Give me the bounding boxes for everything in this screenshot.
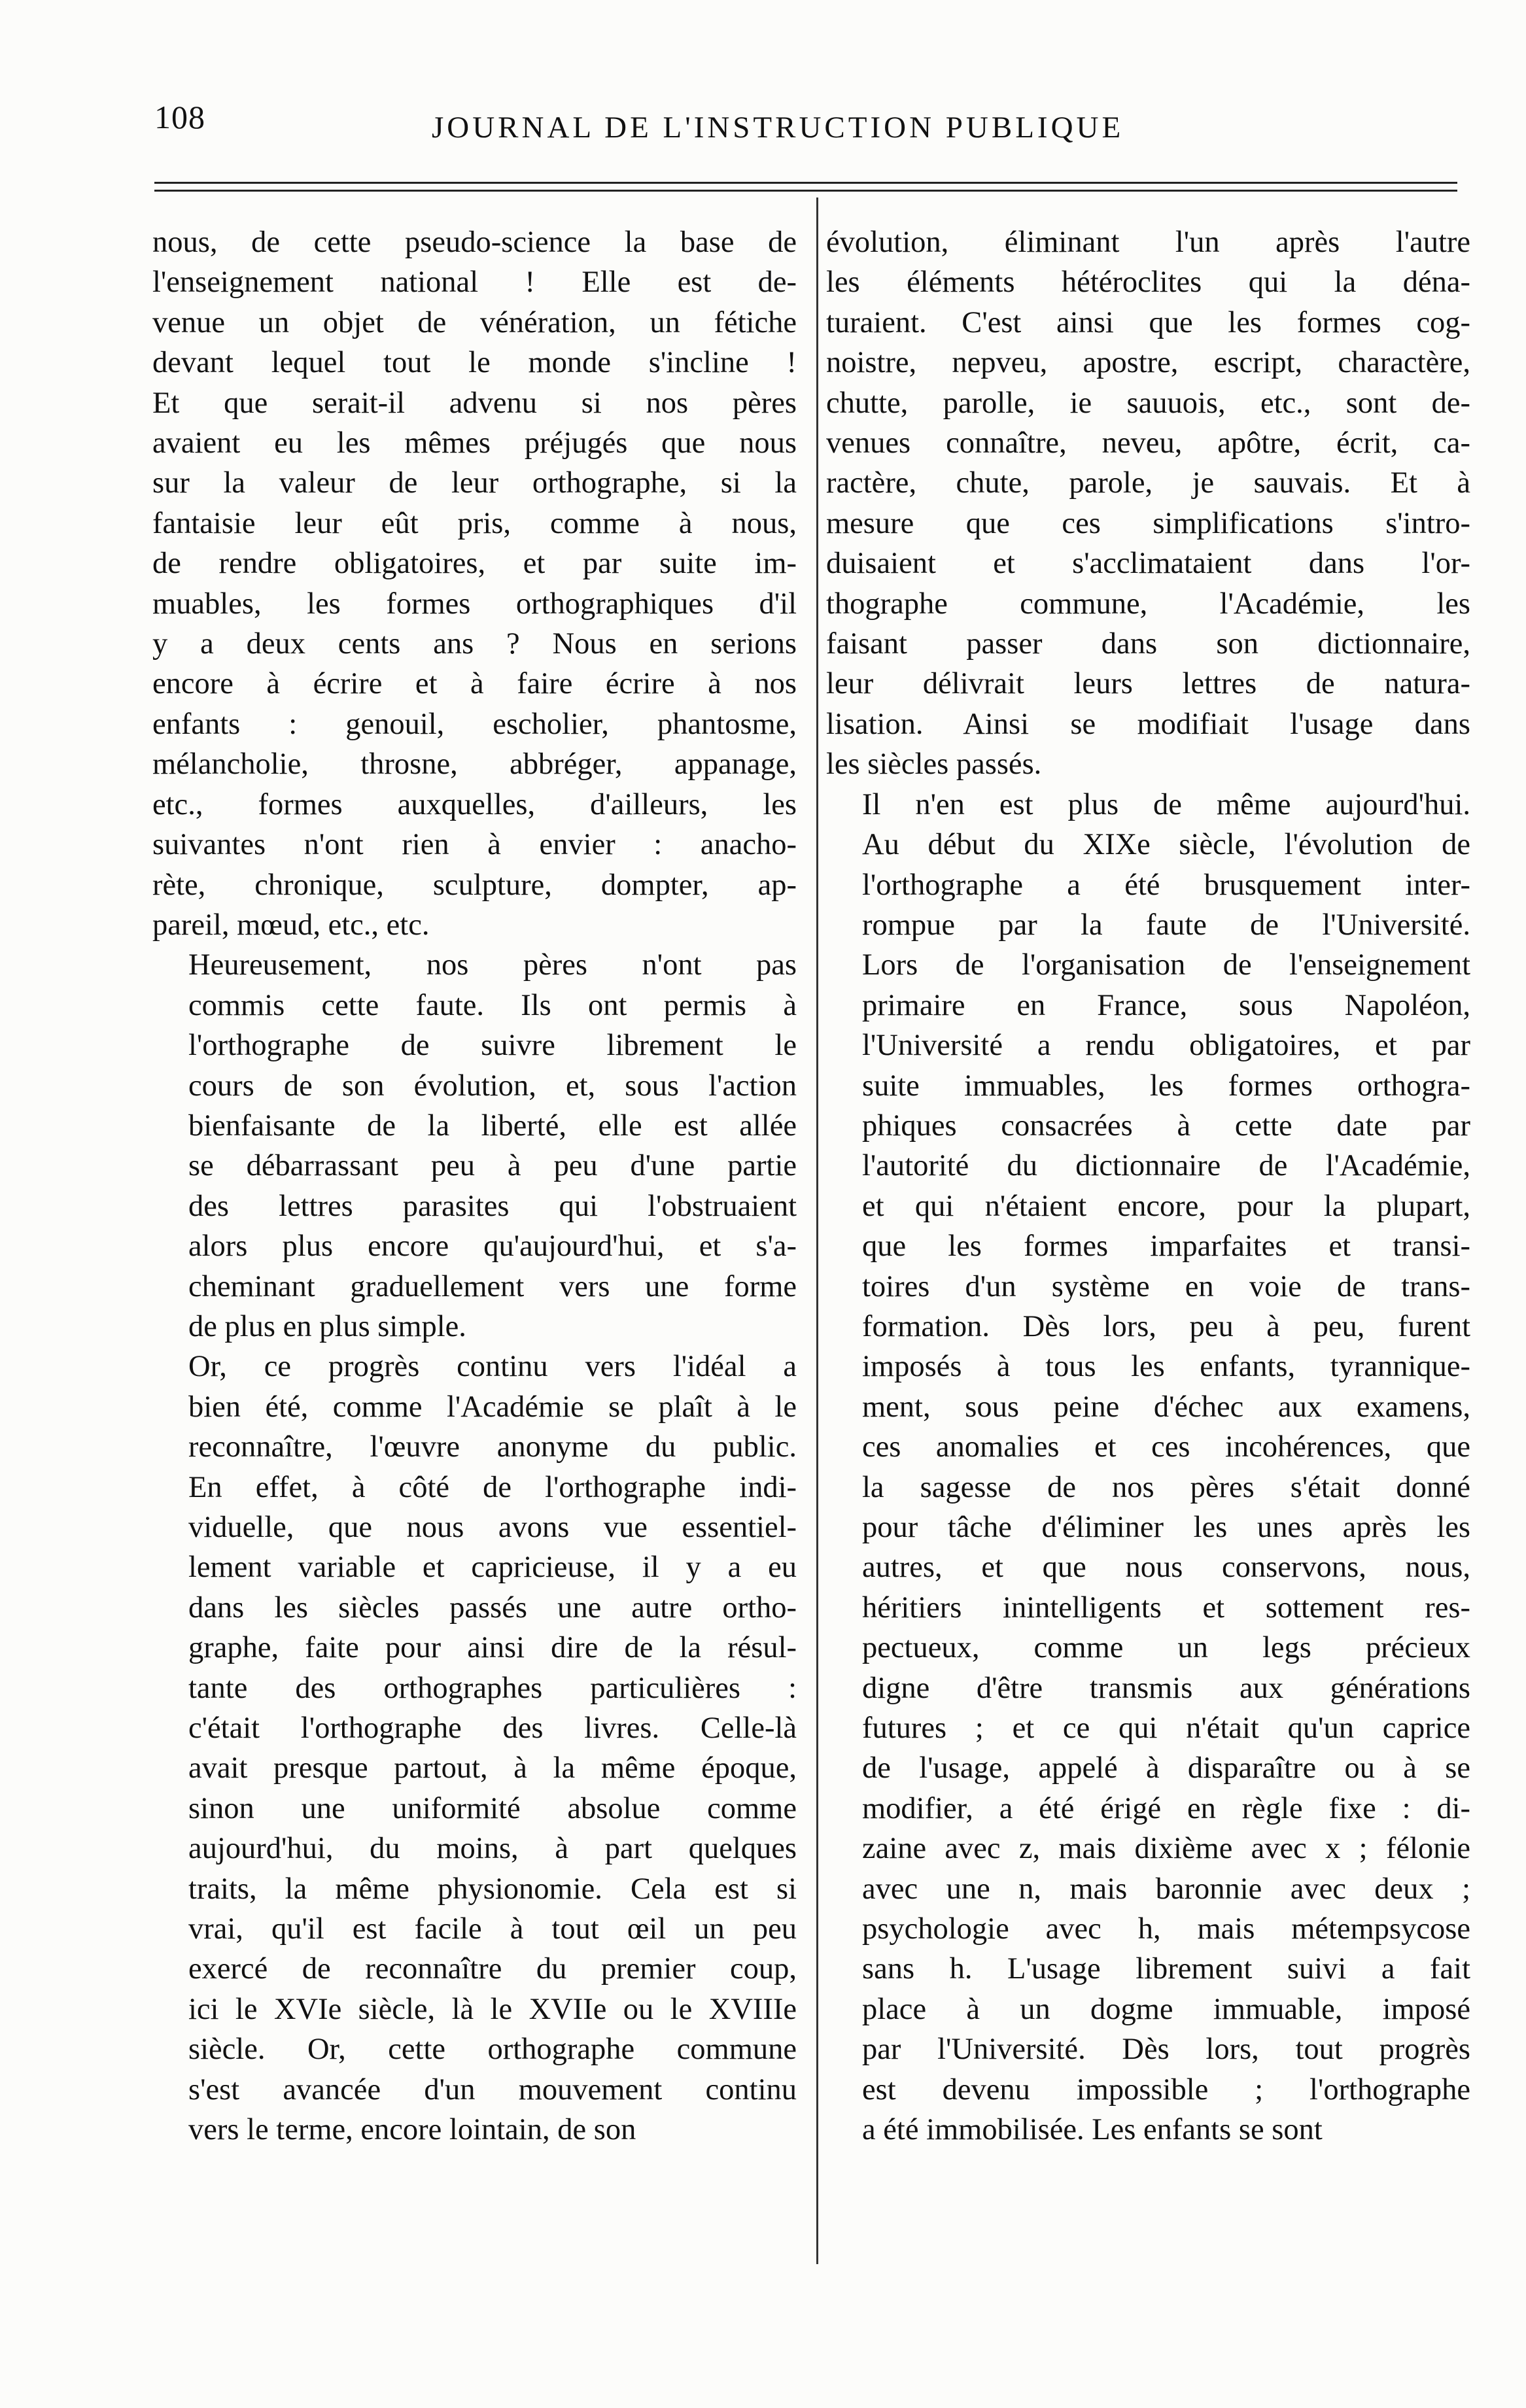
- text-line: Au début du XIXe siècle, l'évolution de: [862, 828, 1470, 862]
- text-line: cours de son évolution, et, sous l'action: [188, 1069, 797, 1103]
- text-line: la sagesse de nos pères s'était donné: [862, 1470, 1470, 1504]
- text-line: En effet, à côté de l'orthographe indi-: [188, 1470, 797, 1504]
- text-line: phiques consacrées à cette date par: [862, 1109, 1470, 1143]
- text-line: les siècles passés.: [826, 748, 1042, 782]
- paragraph: [152, 1347, 797, 2150]
- paragraph: [826, 222, 1470, 785]
- text-line: s'est avancée d'un mouvement continu: [188, 2073, 797, 2107]
- text-line: graphe, faite pour ainsi dire de la résul-: [188, 1631, 797, 1665]
- text-line: chutte, parolle, ie sauuois, etc., sont de-: [826, 386, 1470, 420]
- paragraph: [152, 945, 797, 1347]
- text-line: formation. Dès lors, peu à peu, furent: [862, 1309, 1470, 1343]
- text-line: muables, les formes orthographiques d'il: [152, 587, 797, 621]
- text-line: exercé de reconnaître du premier coup,: [188, 1952, 797, 1986]
- text-line: vrai, qu'il est facile à tout œil un peu: [188, 1912, 797, 1946]
- text-line: sans h. L'usage librement suivi a fait: [862, 1952, 1470, 1986]
- text-line: encore à écrire et à faire écrire à nos: [152, 667, 797, 701]
- text-line: avec une n, mais baronnie avec deux ;: [862, 1872, 1470, 1906]
- text-line: Or, ce progrès continu vers l'idéal a: [188, 1350, 797, 1384]
- text-line: héritiers inintelligents et sottement res-: [862, 1591, 1470, 1625]
- text-line: suivantes n'ont rien à envier : anacho-: [152, 828, 797, 862]
- text-line: leur délivrait leurs lettres de natura-: [826, 667, 1470, 701]
- text-line: autres, et que nous conservons, nous,: [862, 1551, 1470, 1585]
- text-line: viduelle, que nous avons vue essentiel-: [188, 1511, 797, 1544]
- text-line: de l'usage, appelé à disparaître ou à se: [862, 1751, 1470, 1785]
- text-line: l'enseignement national ! Elle est de-: [152, 266, 797, 300]
- text-line: fantaisie leur eût pris, comme à nous,: [152, 506, 797, 540]
- text-line: pour tâche d'éliminer les unes après les: [862, 1511, 1470, 1544]
- text-line: de plus en plus simple.: [188, 1309, 466, 1343]
- text-line: mesure que ces simplifications s'intro-: [826, 506, 1470, 540]
- text-line: toires d'un système en voie de trans-: [862, 1269, 1470, 1303]
- text-line: etc., formes auxquelles, d'ailleurs, les: [152, 787, 797, 821]
- text-line: ces anomalies et ces incohérences, que: [862, 1430, 1470, 1464]
- text-line: bienfaisante de la liberté, elle est allée: [188, 1109, 797, 1143]
- text-line: pectueux, comme un legs précieux: [862, 1631, 1470, 1665]
- text-line: des lettres parasites qui l'obstruaient: [188, 1189, 797, 1223]
- text-line: nous, de cette pseudo-science la base de: [152, 226, 797, 259]
- running-title: JOURNAL DE L'INSTRUCTION PUBLIQUE: [432, 111, 1124, 145]
- text-line: et qui n'étaient encore, pour la plupart,: [862, 1189, 1470, 1223]
- text-line: commis cette faute. Ils ont permis à: [188, 988, 797, 1022]
- text-line: l'autorité du dictionnaire de l'Académie,: [862, 1149, 1470, 1183]
- text-line: a été immobilisée. Les enfants se sont: [862, 2113, 1323, 2147]
- text-line: vers le terme, encore lointain, de son: [188, 2113, 636, 2147]
- left-column: [152, 222, 797, 2150]
- text-line: venues connaître, neveu, apôtre, écrit, ca-: [826, 426, 1470, 460]
- right-column: [826, 222, 1470, 2150]
- text-line: venue un objet de vénération, un fétiche: [152, 305, 797, 339]
- text-line: l'orthographe de suivre librement le: [188, 1029, 797, 1063]
- text-line: rompue par la faute de l'Université.: [862, 908, 1470, 942]
- text-line: alors plus encore qu'aujourd'hui, et s'a-: [188, 1230, 797, 1264]
- header-rule-bottom: [154, 190, 1457, 192]
- text-line: siècle. Or, cette orthographe commune: [188, 2033, 797, 2067]
- text-line: les éléments hétéroclites qui la déna-: [826, 266, 1470, 300]
- paragraph: [826, 785, 1470, 2150]
- text-line: par l'Université. Dès lors, tout progrès: [862, 2033, 1470, 2067]
- text-line: imposés à tous les enfants, tyrannique-: [862, 1350, 1470, 1384]
- text-line: suite immuables, les formes orthogra-: [862, 1069, 1470, 1103]
- text-line: traits, la même physionomie. Cela est si: [188, 1872, 797, 1906]
- text-line: tante des orthographes particulières :: [188, 1671, 797, 1705]
- text-line: est devenu impossible ; l'orthographe: [862, 2073, 1470, 2107]
- header-rule-top: [154, 182, 1457, 184]
- text-line: ici le XVIe siècle, là le XVIIe ou le XVIIIe: [188, 1992, 797, 2026]
- text-line: digne d'être transmis aux générations: [862, 1671, 1470, 1705]
- text-line: cheminant graduellement vers une forme: [188, 1269, 797, 1303]
- column-divider: [816, 198, 818, 2264]
- text-line: faisant passer dans son dictionnaire,: [826, 627, 1470, 661]
- text-line: évolution, éliminant l'un après l'autre: [826, 226, 1470, 259]
- text-line: thographe commune, l'Académie, les: [826, 587, 1470, 621]
- text-line: ment, sous peine d'échec aux examens,: [862, 1390, 1470, 1424]
- paragraph: [152, 222, 797, 945]
- text-line: pareil, mœud, etc., etc.: [152, 908, 430, 942]
- text-line: rète, chronique, sculpture, dompter, ap-: [152, 868, 797, 902]
- text-line: Il n'en est plus de même aujourd'hui.: [862, 787, 1470, 821]
- text-line: de rendre obligatoires, et par suite im-: [152, 547, 797, 581]
- text-line: Heureusement, nos pères n'ont pas: [188, 948, 797, 982]
- text-line: aujourd'hui, du moins, à part quelques: [188, 1832, 797, 1866]
- text-line: psychologie avec h, mais métempsycose: [862, 1912, 1470, 1946]
- text-line: futures ; et ce qui n'était qu'un caprice: [862, 1711, 1470, 1746]
- text-line: modifier, a été érigé en règle fixe : di-: [862, 1791, 1470, 1825]
- text-line: l'Université a rendu obligatoires, et par: [862, 1029, 1470, 1063]
- text-line: noistre, nepveu, apostre, escript, charactère,: [826, 346, 1470, 380]
- text-line: enfants : genouil, escholier, phantosme,: [152, 707, 797, 741]
- text-line: duisaient et s'acclimataient dans l'or-: [826, 547, 1470, 581]
- text-line: lement variable et capricieuse, il y a eu: [188, 1551, 797, 1585]
- text-line: avaient eu les mêmes préjugés que nous: [152, 426, 797, 460]
- text-line: reconnaître, l'œuvre anonyme du public.: [188, 1430, 797, 1464]
- text-line: avait presque partout, à la même époque,: [188, 1751, 797, 1785]
- page-number: 108: [154, 99, 205, 135]
- text-line: y a deux cents ans ? Nous en serions: [152, 627, 797, 661]
- text-line: zaine avec z, mais dixième avec x ; félonie: [862, 1832, 1470, 1866]
- text-line: primaire en France, sous Napoléon,: [862, 988, 1470, 1022]
- text-line: l'orthographe a été brusquement inter-: [862, 868, 1470, 902]
- text-line: lisation. Ainsi se modifiait l'usage dans: [826, 707, 1470, 741]
- text-line: bien été, comme l'Académie se plaît à le: [188, 1390, 797, 1424]
- text-line: turaient. C'est ainsi que les formes cog-: [826, 305, 1470, 339]
- text-line: place à un dogme immuable, imposé: [862, 1992, 1470, 2026]
- text-line: c'était l'orthographe des livres. Celle-là: [188, 1711, 797, 1746]
- text-line: Et que serait-il advenu si nos pères: [152, 386, 797, 420]
- text-line: ractère, chute, parole, je sauvais. Et à: [826, 466, 1470, 500]
- text-line: sinon une uniformité absolue comme: [188, 1791, 797, 1825]
- text-line: que les formes imparfaites et transi-: [862, 1230, 1470, 1264]
- text-line: Lors de l'organisation de l'enseignement: [862, 948, 1470, 982]
- text-line: mélancholie, throsne, abbréger, appanage,: [152, 748, 797, 782]
- text-line: sur la valeur de leur orthographe, si la: [152, 466, 797, 500]
- text-line: dans les siècles passés une autre ortho-: [188, 1591, 797, 1625]
- text-line: se débarrassant peu à peu d'une partie: [188, 1149, 797, 1183]
- text-line: devant lequel tout le monde s'incline !: [152, 346, 797, 380]
